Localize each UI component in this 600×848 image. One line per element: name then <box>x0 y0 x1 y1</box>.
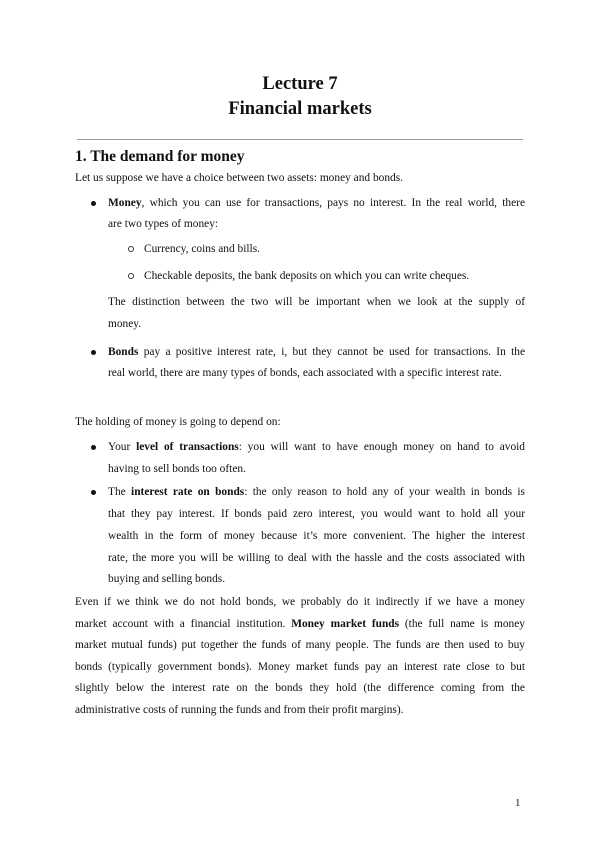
bonds-term: Bonds <box>108 346 139 358</box>
interest-bullet-line2: that they pay interest. If bonds paid zero interest, you would want to hold all your <box>108 508 525 520</box>
money-bullet-line1 <box>108 193 525 214</box>
title-divider <box>77 139 523 140</box>
interest-term: interest rate on bonds <box>131 486 245 498</box>
transactions-prefix: Your <box>108 441 137 453</box>
interest-bullet-line4: rate, the more you will be willing to deal with the hassle and the costs associated with <box>108 552 525 564</box>
money-term: Money <box>108 197 142 209</box>
closing-line2-prefix: market account with a financial institution. <box>75 618 292 630</box>
bullet-icon <box>91 490 96 495</box>
money-note-line2: money. <box>108 318 142 330</box>
bullet-icon <box>91 350 96 355</box>
transactions-description: : you will want to have enough money on hand to avoid <box>238 441 526 453</box>
sub-bullet-icon <box>128 246 134 252</box>
bonds-bullet-line1 <box>108 342 525 363</box>
transactions-bullet-line2: having to sell bonds too often. <box>108 463 246 475</box>
bonds-description: pay a positive interest rate, i, but they cannot be used for transactions. In the <box>138 346 525 358</box>
interest-description: : the only reason to hold any of your wealth in bonds is <box>244 486 525 498</box>
bonds-bullet-line2: real world, there are many types of bonds, each associated with a specific interest rate. <box>108 367 502 379</box>
money-bullet-line2: are two types of money: <box>108 218 219 230</box>
closing-line1: Even if we think we do not hold bonds, we probably do it indirectly if we have a money <box>75 596 525 608</box>
closing-line2 <box>75 614 525 635</box>
money-market-funds-term: Money market funds <box>291 618 400 630</box>
closing-line6: administrative costs of running the funds and from their profit margins). <box>75 704 404 716</box>
lecture-number: Lecture 7 <box>262 74 338 94</box>
closing-line2-rest: (the full name is money <box>399 618 525 630</box>
interest-bullet-line3: wealth in the form of money because it’s more convenient. The higher the interest <box>108 530 525 542</box>
transactions-bullet-line1 <box>108 437 525 458</box>
closing-line5: slightly below the interest rate on the bonds they hold (the difference coming from the <box>75 682 525 694</box>
page-number: 1 <box>515 797 521 809</box>
money-subitem: Checkable deposits, the bank deposits on which you can write cheques. <box>144 270 470 282</box>
intro-text: Let us suppose we have a choice between two assets: money and bonds. <box>75 172 404 184</box>
sub-bullet-icon <box>128 273 134 279</box>
money-description: , which you can use for transactions, pays no interest. In the real world, there <box>141 197 525 209</box>
holding-intro: The holding of money is going to depend on: <box>75 416 281 428</box>
bullet-icon <box>91 445 96 450</box>
closing-line3: market mutual funds) put together the funds of many people. The funds are then used to buy <box>75 639 525 651</box>
closing-line4: bonds (typically government bonds). Money market funds pay an interest rate close to but <box>75 661 525 673</box>
transactions-term: level of transactions <box>136 441 239 453</box>
money-note-line1: The distinction between the two will be important when we look at the supply of <box>108 296 525 308</box>
money-subitem: Currency, coins and bills. <box>144 243 260 255</box>
section-heading: 1. The demand for money <box>75 148 245 165</box>
page-title: Financial markets <box>228 99 372 119</box>
interest-prefix: The <box>108 486 132 498</box>
bullet-icon <box>91 201 96 206</box>
interest-bullet-line1 <box>108 482 525 503</box>
interest-bullet-line5: buying and selling bonds. <box>108 573 226 585</box>
